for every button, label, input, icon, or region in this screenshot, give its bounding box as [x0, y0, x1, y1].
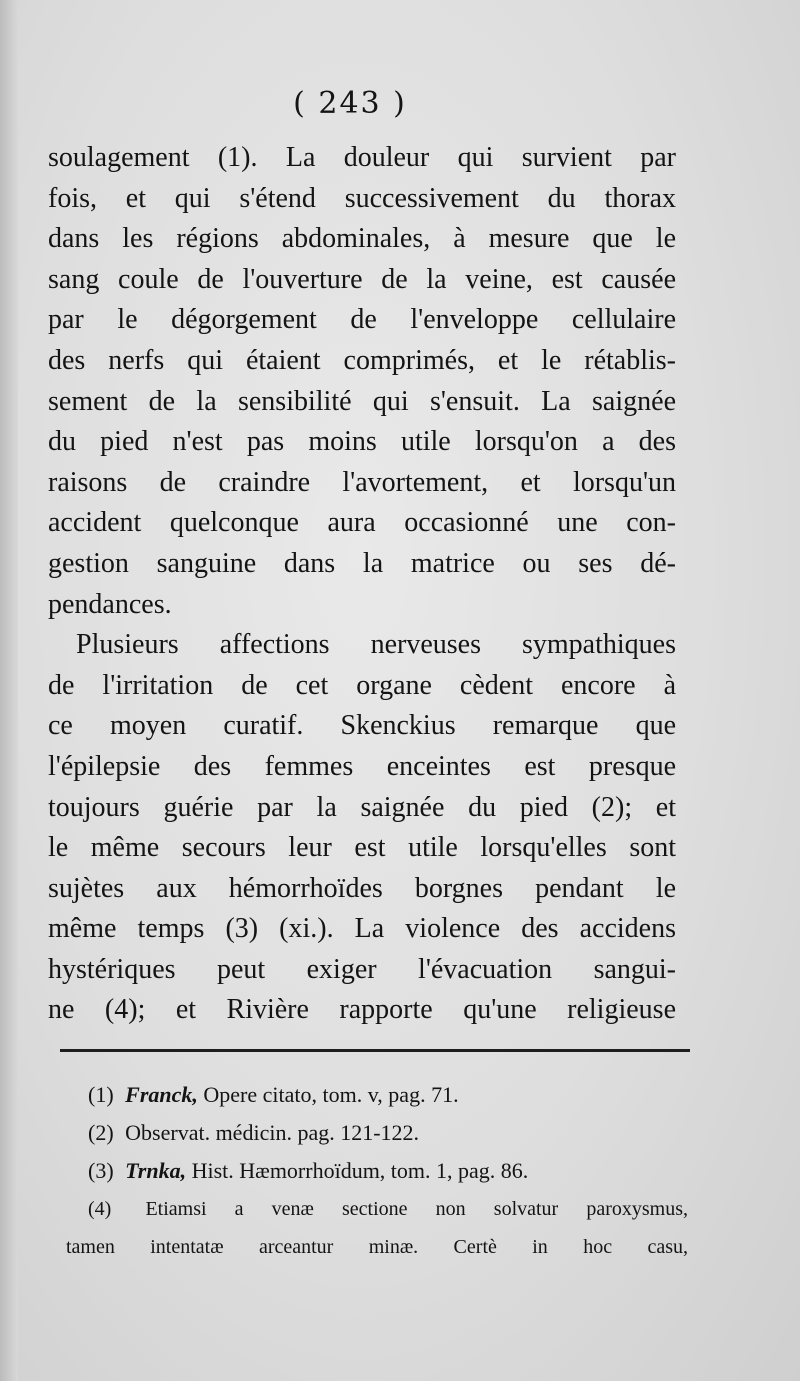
text-line: le même secours leur est utile lorsqu'elles sont	[48, 832, 676, 864]
footnote-3	[88, 1152, 688, 1190]
text-line: sang coule de l'ouverture de la veine, est causée	[48, 263, 676, 295]
text-line: ne (4); et Rivière rapporte qu'une religieuse	[48, 994, 676, 1026]
text-line: du pied n'est pas moins utile lorsqu'on a des	[48, 426, 676, 458]
main-text	[48, 138, 676, 1031]
footnote-number: (1)	[88, 1082, 114, 1107]
text-line: par le dégorgement de l'enveloppe cellulaire	[48, 304, 676, 336]
footnote-text: Etiamsi a venæ sectione non solvatur paroxysmus,	[145, 1198, 688, 1220]
text-line: de l'irritation de cet organe cèdent encore à	[48, 669, 676, 701]
text-line: hystériques peut exiger l'évacuation sangui-	[48, 953, 676, 985]
footnote-number: (2)	[88, 1120, 114, 1145]
text-line: raisons de craindre l'avortement, et lorsqu'un	[48, 466, 676, 498]
page-gutter	[0, 0, 18, 1381]
footnotes	[66, 1076, 688, 1266]
text-line: sement de la sensibilité qui s'ensuit. La saignée	[48, 385, 676, 417]
footnote-number: (4)	[88, 1198, 112, 1220]
paragraph-2	[48, 625, 676, 1031]
footnote-number: (3)	[88, 1158, 114, 1183]
page-number: ( 243 )	[293, 86, 407, 121]
text-line: dans les régions abdominales, à mesure que le	[48, 223, 676, 255]
footnote-author: Trnka,	[125, 1158, 187, 1183]
text-line: sujètes aux hémorrhoïdes borgnes pendant le	[48, 872, 676, 904]
footnote-continuation: tamen intentatæ arceantur minæ. Certè in hoc casu,	[66, 1236, 688, 1258]
text-line: l'épilepsie des femmes enceintes est presque	[48, 750, 676, 782]
text-line: des nerfs qui étaient comprimés, et le rétablis-	[48, 344, 676, 376]
text-line: ce moyen curatif. Skenckius remarque que	[48, 710, 676, 742]
footnote-author: Franck,	[125, 1082, 198, 1107]
text-line: Plusieurs affections nerveuses sympathiques	[76, 629, 676, 661]
text-line: soulagement (1). La douleur qui survient par	[48, 142, 676, 173]
text-line: accident quelconque aura occasionné une con-	[48, 507, 676, 539]
footnote-text: Opere citato, tom. v, pag. 71.	[203, 1082, 459, 1107]
paragraph-1	[48, 138, 676, 625]
text-line: pendances.	[48, 588, 172, 620]
footnote-divider	[60, 1049, 690, 1052]
text-line: même temps (3) (xi.). La violence des accidens	[48, 913, 676, 945]
footnote-2	[88, 1114, 688, 1152]
text-line: gestion sanguine dans la matrice ou ses dé-	[48, 547, 676, 579]
footnote-text: Observat. médicin. pag. 121-122.	[125, 1120, 420, 1145]
footnote-text: Hist. Hæmorrhoïdum, tom. 1, pag. 86.	[191, 1158, 529, 1183]
footnote-1	[88, 1076, 688, 1114]
text-line: toujours guérie par la saignée du pied (2); et	[48, 791, 676, 823]
text-line: fois, et qui s'étend successivement du thorax	[48, 182, 676, 214]
footnote-4	[88, 1190, 688, 1228]
